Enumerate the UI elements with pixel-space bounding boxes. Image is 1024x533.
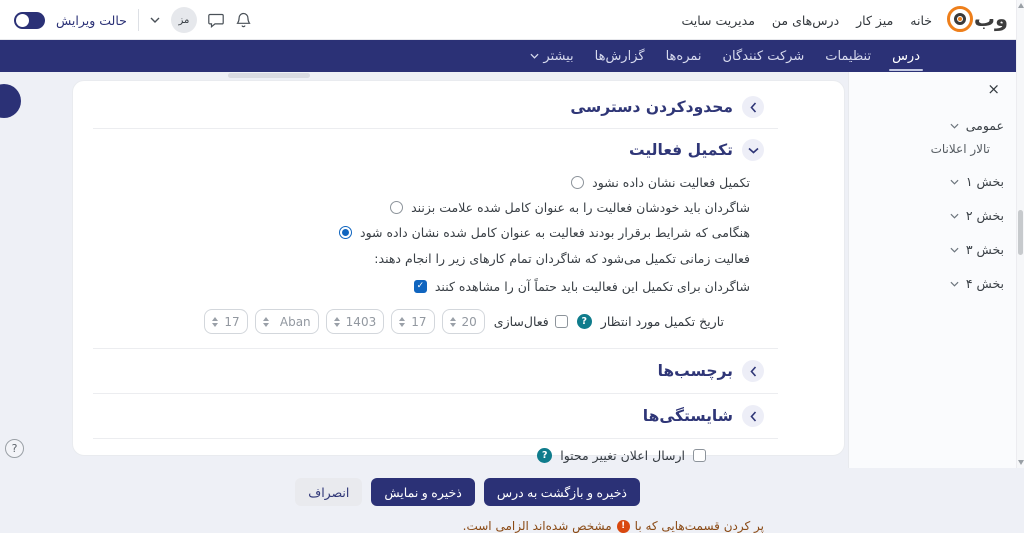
nav-item-dashboard[interactable]: میز کار: [856, 12, 894, 28]
section-title: شایستگی‌ها: [642, 407, 733, 425]
date-selects: [204, 309, 484, 334]
tab-reports[interactable]: گزارش‌ها: [594, 48, 645, 64]
activity-settings-form: [72, 80, 845, 533]
sidebar-item-label: عمومی: [965, 118, 1004, 133]
notifications-bell-icon[interactable]: [236, 12, 251, 29]
section-title: محدودکردن دسترسی: [570, 98, 733, 116]
select-value: 17: [224, 314, 240, 329]
sidebar-item-section-1[interactable]: [849, 174, 1004, 189]
section-tags[interactable]: [99, 359, 764, 383]
checkbox-label: ارسال اعلان تغییر محتوا: [560, 448, 685, 463]
sidebar-item-label: بخش ۲: [965, 208, 1004, 223]
conditions-intro-text: فعالیت زمانی تکمیل می‌شود که شاگردان تمام کارهای زیر را انجام دهند:: [374, 251, 750, 266]
chevron-left-icon: [742, 96, 764, 118]
sidebar-item-general[interactable]: [849, 118, 1004, 133]
required-note-suffix: مشخص شده‌اند الزامی است.: [462, 519, 612, 533]
scroll-up-arrow-icon[interactable]: [1018, 3, 1024, 8]
messages-icon[interactable]: [208, 12, 225, 28]
form-actions: [99, 478, 640, 506]
sidebar-item-announcements[interactable]: تالار اعلانات: [930, 142, 990, 156]
chevron-left-icon: [742, 405, 764, 427]
completion-option-none[interactable]: [99, 171, 750, 193]
required-fields-note: [99, 519, 764, 533]
radio-label: شاگردان باید خودشان فعالیت را به عنوان کامل شده علامت بزنند: [411, 199, 750, 215]
radio-label: تکمیل فعالیت نشان داده نشود: [592, 174, 750, 190]
user-cluster: [14, 0, 251, 40]
select-value: Aban: [279, 314, 311, 329]
radio-button[interactable]: [571, 176, 584, 189]
day-select[interactable]: [442, 309, 485, 334]
chevron-down-icon: [950, 247, 959, 253]
hour-select[interactable]: [391, 309, 434, 334]
sidebar-item-section-2[interactable]: [849, 208, 1004, 223]
horizontal-scrollbar-thumb[interactable]: [228, 73, 310, 78]
tab-participants[interactable]: شرکت کنندگان: [722, 48, 805, 64]
help-button[interactable]: ?: [5, 439, 24, 458]
section-title: تکمیل فعالیت: [628, 141, 733, 159]
divider: [93, 128, 778, 129]
course-index-drawer: [848, 72, 1016, 468]
chevron-left-icon: [742, 360, 764, 382]
help-icon[interactable]: ?: [537, 448, 552, 463]
section-title: برچسب‌ها: [657, 362, 733, 380]
site-logo-text: وب: [973, 6, 1008, 31]
enable-label: فعال‌سازی: [493, 314, 549, 329]
tab-more-label: بیشتر: [543, 48, 574, 64]
required-icon: !: [617, 520, 630, 533]
select-value: 1403: [345, 314, 377, 329]
radio-label: هنگامی که شرایط برقرار بودند فعالیت به عنوان کامل شده نشان داده شود: [360, 224, 750, 240]
month-select[interactable]: [255, 309, 319, 334]
chevron-down-icon: [530, 53, 539, 59]
chevron-down-icon: [742, 139, 764, 161]
radio-button-selected[interactable]: [339, 226, 352, 239]
course-navbar: [0, 40, 1024, 72]
topbar-nav: [682, 0, 933, 40]
completion-option-manual[interactable]: [99, 196, 750, 218]
chevron-down-icon: [950, 281, 959, 287]
expected-date-label: تاریخ تکمیل مورد انتظار: [600, 314, 724, 329]
cancel-button[interactable]: انصراف: [295, 478, 362, 506]
nav-item-my-courses[interactable]: درس‌های من: [771, 12, 840, 28]
topbar: [0, 0, 1024, 40]
divider: [93, 438, 778, 439]
select-value: 20: [461, 314, 477, 329]
select-arrows-icon: [212, 317, 218, 327]
close-icon[interactable]: ×: [987, 80, 1000, 98]
sidebar-item-section-4[interactable]: [849, 276, 1004, 291]
checkbox-unchecked[interactable]: [693, 449, 706, 462]
chevron-down-icon: [950, 213, 959, 219]
course-tabs: [530, 40, 920, 72]
radio-button[interactable]: [390, 201, 403, 214]
sidebar-item-section-3[interactable]: [849, 242, 1004, 257]
site-logo-icon: [947, 6, 973, 32]
save-display-button[interactable]: ذخیره و نمایش: [371, 478, 474, 506]
open-block-drawer-button[interactable]: [0, 84, 21, 118]
sidebar-item-label: بخش ۳: [965, 242, 1004, 257]
section-activity-completion[interactable]: [99, 138, 764, 162]
tab-more[interactable]: [530, 40, 573, 72]
expected-completion-row: [99, 309, 724, 334]
toggle-knob: [16, 14, 29, 27]
minute-select[interactable]: [204, 309, 247, 334]
required-note-prefix: پر کردن قسمت‌هایی که با: [634, 519, 764, 533]
section-competencies[interactable]: [99, 404, 764, 428]
tab-grades[interactable]: نمره‌ها: [665, 48, 702, 64]
select-value: 17: [411, 314, 427, 329]
select-arrows-icon: [334, 317, 340, 327]
chevron-down-icon: [950, 123, 959, 129]
site-logo[interactable]: [947, 6, 1008, 32]
tab-course[interactable]: درس: [892, 40, 920, 72]
checkbox-checked[interactable]: [414, 280, 427, 293]
sidebar-item-label: بخش ۱: [965, 174, 1004, 189]
nav-item-site-admin[interactable]: مدیریت سایت: [681, 12, 755, 28]
scroll-down-arrow-icon[interactable]: [1018, 460, 1024, 465]
edit-mode-label: حالت ویرایش: [56, 12, 127, 28]
section-restrict-access[interactable]: [99, 95, 764, 119]
select-arrows-icon: [263, 317, 269, 327]
avatar[interactable]: مز: [171, 7, 197, 33]
enable-date-checkbox-wrap[interactable]: [494, 314, 568, 329]
year-select[interactable]: [326, 309, 385, 334]
checkbox-unchecked[interactable]: [555, 315, 568, 328]
scrollbar-thumb[interactable]: [1018, 210, 1023, 255]
chevron-down-icon: [950, 179, 959, 185]
require-view-option[interactable]: [99, 275, 750, 297]
save-return-button[interactable]: ذخیره و بازگشت به درس: [484, 478, 640, 506]
help-icon[interactable]: ?: [577, 314, 592, 329]
divider: [93, 348, 778, 349]
topbar-divider: [138, 9, 139, 31]
edit-mode-toggle[interactable]: [14, 12, 45, 29]
nav-item-home[interactable]: خانه: [910, 12, 932, 28]
select-arrows-icon: [450, 317, 456, 327]
user-menu-caret-icon[interactable]: [150, 17, 160, 23]
completion-option-conditions[interactable]: [99, 221, 750, 243]
select-arrows-icon: [399, 317, 405, 327]
divider: [93, 393, 778, 394]
notify-content-change-row[interactable]: [99, 448, 706, 463]
tab-settings[interactable]: تنظیمات: [825, 48, 872, 64]
vertical-scrollbar[interactable]: [1016, 0, 1024, 468]
sidebar-item-label: بخش ۴: [965, 276, 1004, 291]
course-index-items: [849, 72, 1016, 291]
checkbox-label: شاگردان برای تکمیل این فعالیت باید حتماً آن را مشاهده کنند: [434, 278, 750, 294]
